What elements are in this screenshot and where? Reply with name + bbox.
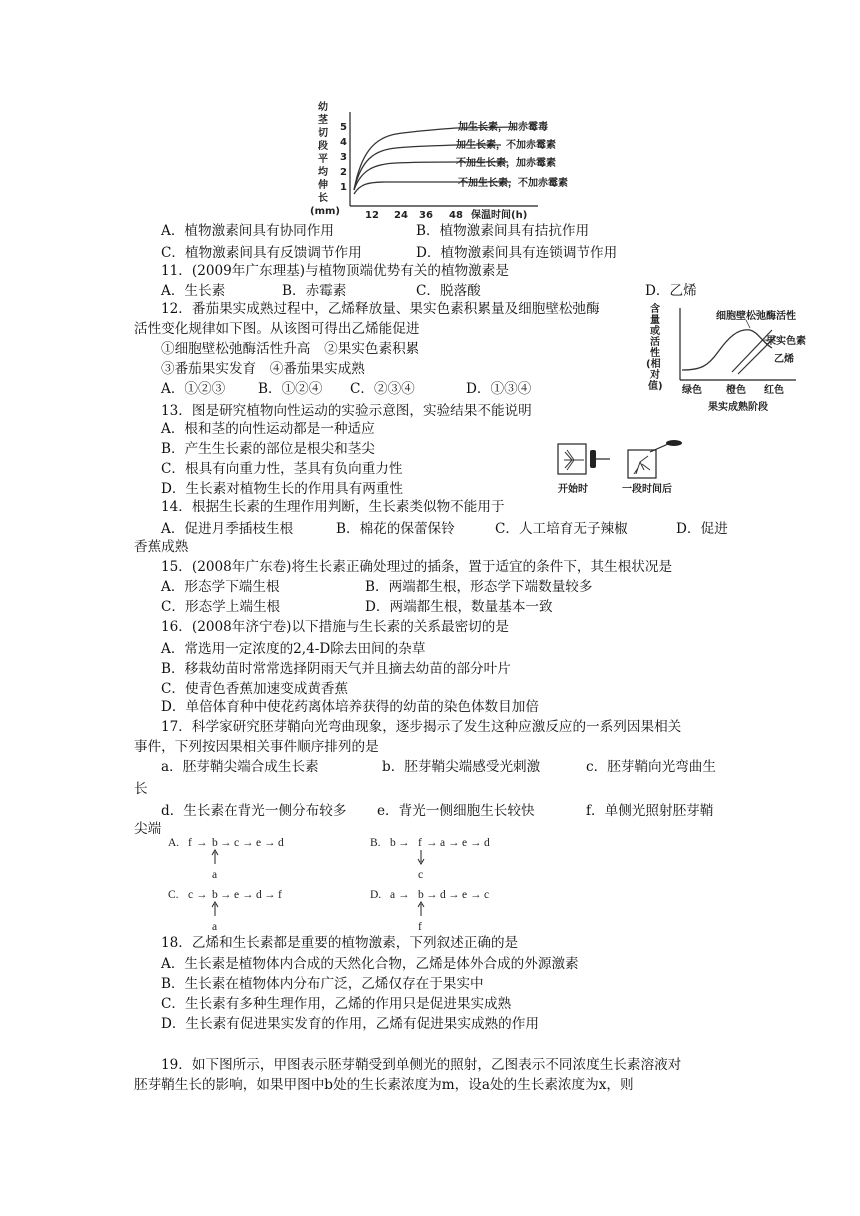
q12-option-a: A．①②③ [161, 381, 226, 397]
fig1-ylabel-unit: (mm) [310, 206, 340, 217]
q14-option-d: D．促进 [676, 521, 728, 537]
q14-option-c: C．人工培育无子辣椒 [495, 521, 628, 537]
q12-items-2: ③番茄果实发育 ④番茄果实成熟 [161, 361, 365, 377]
q17-event-c-cont: 长 [134, 781, 148, 797]
q11-option-a: A．生长素 [161, 283, 226, 299]
fig1-ylabel-char: 幼 [318, 102, 328, 113]
chain-sub-node: a [212, 921, 218, 933]
fig3-pin-icon [590, 450, 596, 468]
q14-option-d-cont: 香蕉成熟 [134, 539, 189, 555]
q13-option-b: B．产生生长素的部位是根尖和茎尖 [161, 441, 375, 457]
chain-label: B. [370, 837, 381, 849]
q17-event-c: c．胚芽鞘向光弯曲生 [586, 759, 716, 775]
q10-option-a: A．植物激素间具有协同作用 [161, 223, 334, 239]
chain-arrow: → [242, 837, 254, 849]
chain-arrow: → [398, 837, 410, 849]
q15-option-c: C．形态学上端生根 [161, 599, 281, 615]
fig2-enzyme-curve [682, 330, 772, 370]
fig1-series-label: 不加生长素，加赤霉素 [456, 158, 556, 169]
fig1-ytick: 5 [340, 122, 347, 133]
fig2-ylabel-char: 性 [650, 348, 660, 359]
q17-chain-a [168, 832, 328, 882]
fig2-ylabel-char: 对 [650, 370, 660, 381]
q17-chain-c [168, 884, 328, 934]
fig1-xtick: 48 [449, 210, 463, 221]
fig3-seedling-bent [634, 456, 650, 474]
chain-label: D. [370, 889, 382, 901]
chain-node: f [418, 837, 422, 849]
fig1-ylabel-char: 均 [318, 167, 328, 178]
fig3-container [558, 444, 586, 474]
q17-event-f: f．单侧光照射胚芽鞘 [586, 803, 714, 819]
q18-stem: 18．乙烯和生长素都是重要的植物激素，下列叙述正确的是 [161, 935, 519, 951]
q19-stem-line2: 胚芽鞘生长的影响，如果甲图中b处的生长素浓度为m，设a处的生长素浓度为x，则 [134, 1077, 634, 1093]
q15-stem: 15．(2008年广东卷)将生长素正确处理过的插条，置于适宜的条件下，其生根状况是 [161, 559, 673, 575]
fig1-xtick: 12 [365, 210, 379, 221]
chain-node: a [390, 889, 396, 901]
fig1-legend [455, 120, 568, 189]
chain-node: f [278, 889, 282, 901]
chain-arrow: → [426, 837, 438, 849]
figure-elongation-chart [306, 98, 606, 224]
q18-option-b: B．生长素在植物体内分布广泛，乙烯仅存在于果实中 [161, 976, 484, 992]
chain-node: e [462, 889, 468, 901]
q13-option-c: C．根具有向重力性，茎具有负向重力性 [161, 461, 403, 477]
chain-arrow: → [196, 837, 208, 849]
q16-option-c: C．使青色香蕉加速变成黄香蕉 [161, 681, 349, 697]
q15-option-b: B．两端都生根，形态学下端数量较多 [365, 579, 593, 595]
chain-arrow: → [470, 837, 482, 849]
fig2-ylabel-char: (相 [646, 359, 661, 370]
fig2-xlabel: 果实成熟阶段 [708, 402, 768, 413]
q15-option-a: A．形态学下端生根 [161, 579, 280, 595]
fig1-ylabel-char: 茎 [318, 115, 328, 126]
chain-node: e [256, 837, 262, 849]
q14-stem: 14．根据生长素的生理作用判断，生长素类似物不能用于 [161, 499, 505, 515]
chain-arrow: → [398, 889, 410, 901]
fig2-enzyme-label: 细胞壁松弛酶活性 [716, 311, 796, 322]
chain-node: c [188, 889, 194, 901]
chain-sub-node: c [418, 869, 424, 881]
q14-option-b: B．棉花的保蕾保铃 [336, 521, 455, 537]
fig1-yticks [340, 122, 347, 193]
chain-node: b [212, 837, 218, 849]
q10-option-b: B．植物激素间具有拮抗作用 [416, 223, 590, 239]
chain-node: d [440, 889, 446, 901]
fig2-ylabel-char: 活 [650, 337, 660, 348]
chain-arrow: → [220, 837, 232, 849]
figure-ripening-chart [646, 300, 826, 416]
fig3-start-label: 开始时 [558, 484, 588, 495]
fig3-start-box [558, 444, 610, 474]
fig2-ylabel-char: 含 [650, 304, 660, 315]
q12-items-1: ①细胞壁松弛酶活性升高 ②果实色素积累 [161, 341, 420, 357]
fig1-ytick: 4 [340, 137, 347, 148]
fig2-ethylene-label: 乙烯 [774, 354, 794, 365]
chain-node: a [440, 837, 446, 849]
q10-option-d: D．植物激素间具有连锁调节作用 [416, 245, 618, 261]
fig3-later-label: 一段时间后 [622, 484, 672, 495]
chain-arrow: → [426, 889, 438, 901]
chain-arrow: → [264, 889, 276, 901]
chain-arrow: → [220, 889, 232, 901]
fig3-pin-stem [650, 444, 668, 452]
q12-option-c: C．②③④ [350, 381, 415, 397]
q17-stem-line2: 事件，下列按因果相关事件顺序排列的是 [134, 739, 379, 755]
fig2-xcat: 红色 [764, 385, 784, 396]
chain-node: c [484, 889, 490, 901]
q10-option-c: C．植物激素间具有反馈调节作用 [161, 245, 362, 261]
fig1-xlabel: 保温时间(h) [471, 210, 528, 221]
q16-option-d: D．单倍体育种中使花药离体培养获得的幼苗的染色体数目加倍 [161, 699, 539, 715]
fig2-ylabel-char: 值) [648, 381, 663, 392]
chain-node: d [256, 889, 262, 901]
chain-arrow: → [196, 889, 208, 901]
q19-stem-line1: 19．如下图所示，甲图表示胚芽鞘受到单侧光的照射，乙图表示不同浓度生长素溶液对 [161, 1057, 682, 1073]
q17-chain-d [370, 884, 530, 934]
fig1-ylabel-char: 伸 [318, 180, 328, 191]
chain-node: b [390, 837, 396, 849]
q17-event-f-cont: 尖端 [134, 821, 162, 837]
fig1-series-label: 不加生长素，不加赤霉素 [458, 178, 568, 189]
chain-node: b [212, 889, 218, 901]
q14-option-a: A．促进月季插枝生根 [161, 521, 294, 537]
fig3-pin-icon [666, 440, 682, 446]
chain-node: d [278, 837, 284, 849]
q11-option-b: B．赤霉素 [282, 283, 347, 299]
chain-node: c [234, 837, 240, 849]
q12-option-d: D．①③④ [466, 381, 532, 397]
chain-node: e [462, 837, 468, 849]
fig2-ylabel-char: 量 [650, 315, 660, 326]
fig1-ylabel-char: 段 [318, 141, 328, 152]
q12-stem-line2: 活性变化规律如下图。从该图可得出乙烯能促进 [134, 321, 420, 337]
fig2-ylabel [646, 302, 663, 392]
chain-node: b [418, 889, 424, 901]
chain-node: d [484, 837, 490, 849]
figure-tropism-experiment [556, 440, 692, 498]
fig2-ylabel-char: 或 [650, 326, 660, 337]
chain-node: f [188, 837, 192, 849]
fig1-ylabel-char: 长 [318, 193, 328, 204]
q12-stem-line1: 12．番茄果实成熟过程中，乙烯释放量、果实色素积累量及细胞壁松弛酶 [161, 301, 600, 317]
chain-node: e [234, 889, 240, 901]
q17-chain-b [370, 832, 530, 882]
fig2-xcat: 橙色 [726, 385, 746, 396]
chain-arrow: → [448, 889, 460, 901]
q13-option-a: A．根和茎的向性运动都是一种适应 [161, 421, 375, 437]
q17-event-b: b．胚芽鞘尖端感受光刺激 [382, 759, 541, 775]
chain-arrow: → [242, 889, 254, 901]
fig2-xcat: 绿色 [682, 385, 702, 396]
q13-stem: 13．图是研究植物向性运动的实验示意图，实验结果不能说明 [161, 403, 532, 419]
fig1-ylabel-char: 平 [318, 154, 328, 165]
fig1-ytick: 3 [340, 152, 347, 163]
q17-stem-line1: 17．科学家研究胚芽鞘向光弯曲现象，逐步揭示了发生这种应激反应的一系列因果相关 [161, 719, 682, 735]
chain-sub-node: a [212, 869, 218, 881]
q16-option-b: B．移栽幼苗时常常选择阴雨天气并且摘去幼苗的部分叶片 [161, 661, 511, 677]
chain-arrow: → [448, 837, 460, 849]
q12-option-b: B．①②④ [258, 381, 323, 397]
fig1-xtick: 36 [419, 210, 433, 221]
fig1-ylabel [310, 100, 340, 217]
q11-option-c: C．脱落酸 [416, 283, 481, 299]
fig1-xticks [365, 208, 527, 221]
q11-option-d: D．乙烯 [645, 283, 697, 299]
chain-arrow: → [470, 889, 482, 901]
fig1-series-label: 加生长素，加赤霉毒 [458, 122, 548, 133]
chain-arrow: → [264, 837, 276, 849]
q15-option-d: D．两端都生根，数量基本一致 [365, 599, 553, 615]
fig1-xtick: 24 [394, 210, 408, 221]
chain-label: C. [168, 889, 179, 901]
q17-event-e: e．背光一侧细胞生长较快 [377, 803, 535, 819]
q18-option-d: D．生长素有促进果实发育的作用，乙烯有促进果实成熟的作用 [161, 1016, 539, 1032]
chain-label: A. [168, 837, 180, 849]
q16-stem: 16．(2008年济宁卷)以下措施与生长素的关系最密切的是 [161, 619, 509, 635]
fig3-seedling-horizontal [564, 450, 584, 470]
fig1-ylabel-char: 切 [318, 128, 328, 139]
q18-option-a: A．生长素是植物体内合成的天然化合物，乙烯是体外合成的外源激素 [161, 956, 579, 972]
q17-event-a: a．胚芽鞘尖端合成生长素 [161, 759, 319, 775]
fig1-ytick: 1 [340, 182, 347, 193]
q13-option-d: D．生长素对植物生长的作用具有两重性 [161, 481, 403, 497]
fig2-pigment-label: 果实色素 [766, 336, 806, 347]
q16-option-a: A．常选用一定浓度的2,4-D除去田间的杂草 [161, 641, 426, 657]
q18-option-c: C．生长素有多种生理作用，乙烯的作用只是促进果实成熟 [161, 996, 512, 1012]
q11-stem: 11．(2009年广东理基)与植物顶端优势有关的植物激素是 [161, 263, 509, 279]
chain-sub-node: f [418, 921, 422, 933]
fig3-later-box [628, 440, 682, 478]
fig1-series-label: 加生长素，不加赤霉素 [456, 140, 556, 151]
fig1-ytick: 2 [340, 167, 347, 178]
q17-event-d: d．生长素在背光一侧分布较多 [161, 803, 347, 819]
